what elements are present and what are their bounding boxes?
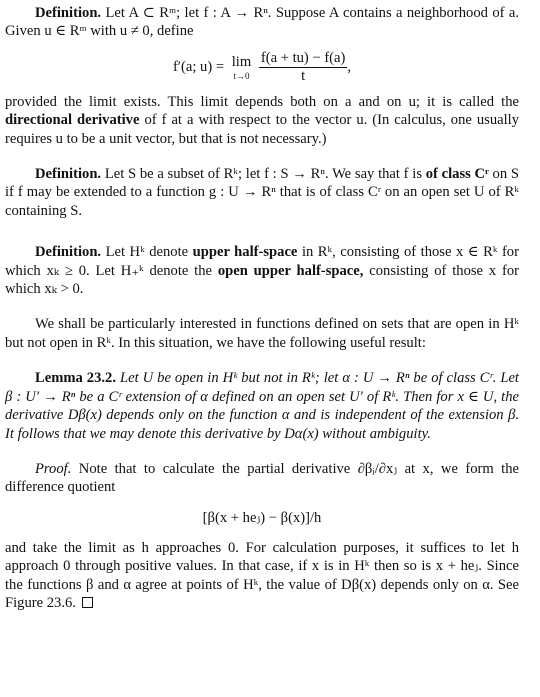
- definition-half-space: [5, 243, 519, 298]
- definition-text: Let Hᵏ denote: [105, 244, 189, 261]
- definition-text: consisting of those x for which xₖ > 0.: [5, 262, 519, 298]
- term-class-cr: of class Cʳ: [425, 166, 489, 183]
- proof-text: Note that to calculate the partial derivative ∂βᵢ/∂xⱼ at x, we form the difference quotient: [5, 460, 519, 496]
- proof-body: [5, 539, 519, 613]
- proof-text: and take the limit as h approaches 0. For calculation purposes, it suffices to let h approach 0 through positive values. In that case, if x is in Hᵏ then so is x + heⱼ. Since the functions β and α agree at points of Hᵏ, the value of Dβ(x) depends only on α. See Figure 23.6.: [5, 539, 519, 611]
- definition-text: Let A ⊂ Rᵐ; let f : A → Rⁿ. Suppose A contains a neighborhood of a. Given u ∈ Rᵐ with u ≠ 0, define: [5, 5, 519, 40]
- term-directional-derivative: directional derivative: [5, 112, 140, 129]
- definition-text: of f at a with respect to the vector u. (In calculus, one usually requires u to be a unit vector, but that is not necessary.): [5, 112, 519, 147]
- definition-text: Let S be a subset of Rᵏ; let f : S → Rⁿ. We say that f is: [104, 166, 423, 183]
- definition-text: on S if f may be extended to a function g : U → Rⁿ that is of class Cʳ on an open set U of Rᵏ containing S.: [5, 166, 519, 219]
- term-open-upper-half-space: open upper half-space,: [217, 262, 364, 279]
- page: [5, 4, 519, 612]
- definition-heading: Definition.: [35, 166, 102, 183]
- proof-intro: [5, 460, 519, 497]
- limit-subscript: t→0: [233, 70, 250, 81]
- difference-quotient-equation: [β(x + heⱼ) − β(x)]/h: [202, 509, 322, 526]
- lemma-statement: Let U be open in Hᵏ but not in Rᵏ; let α : U → Rⁿ be of class Cʳ. Let β : U′ → Rⁿ be a Cʳ extension of α defined on an open set U′ of Rᵏ. Then for x ∈ U, the derivative Dβ(x) depends only on the function α and is independent of the extension β. It follows that we may denote this derivative by Dα(x) without ambiguity.: [5, 370, 519, 442]
- definition-heading: Definition.: [35, 5, 102, 21]
- definition-directional-derivative-intro: [5, 4, 519, 41]
- paragraph-motivation: We shall be particularly interested in functions defined on sets that are open in Hᵏ but not open in Rᵏ. In this situation, we have the following useful result:: [5, 316, 519, 351]
- definition-class-cr: [5, 165, 519, 220]
- fraction-denominator: t: [301, 67, 306, 84]
- qed-box-icon: [82, 597, 93, 608]
- limit-word: lim: [231, 53, 252, 70]
- term-upper-half-space: upper half-space: [192, 244, 298, 261]
- limit-operator: [232, 54, 251, 81]
- lemma-heading: Lemma 23.2.: [35, 370, 116, 387]
- equation-lhs: f′(a; u) =: [172, 58, 225, 75]
- proof-heading: Proof.: [35, 460, 72, 477]
- difference-fraction: [259, 50, 348, 85]
- definition-directional-derivative-body: [5, 93, 519, 148]
- definition-heading: Definition.: [35, 244, 102, 261]
- equation-comma: ,: [347, 58, 352, 75]
- lemma-23-2: [5, 369, 519, 443]
- fraction-numerator: f(a + tu) − f(a): [260, 49, 346, 66]
- definition-text: provided the limit exists. This limit depends both on a and on u; it is called the: [5, 93, 519, 110]
- directional-derivative-equation: [5, 50, 519, 85]
- definition-text: in Rᵏ, consisting of those x ∈ Rᵏ for which xₖ ≥ 0. Let H₊ᵏ denote the: [5, 244, 519, 279]
